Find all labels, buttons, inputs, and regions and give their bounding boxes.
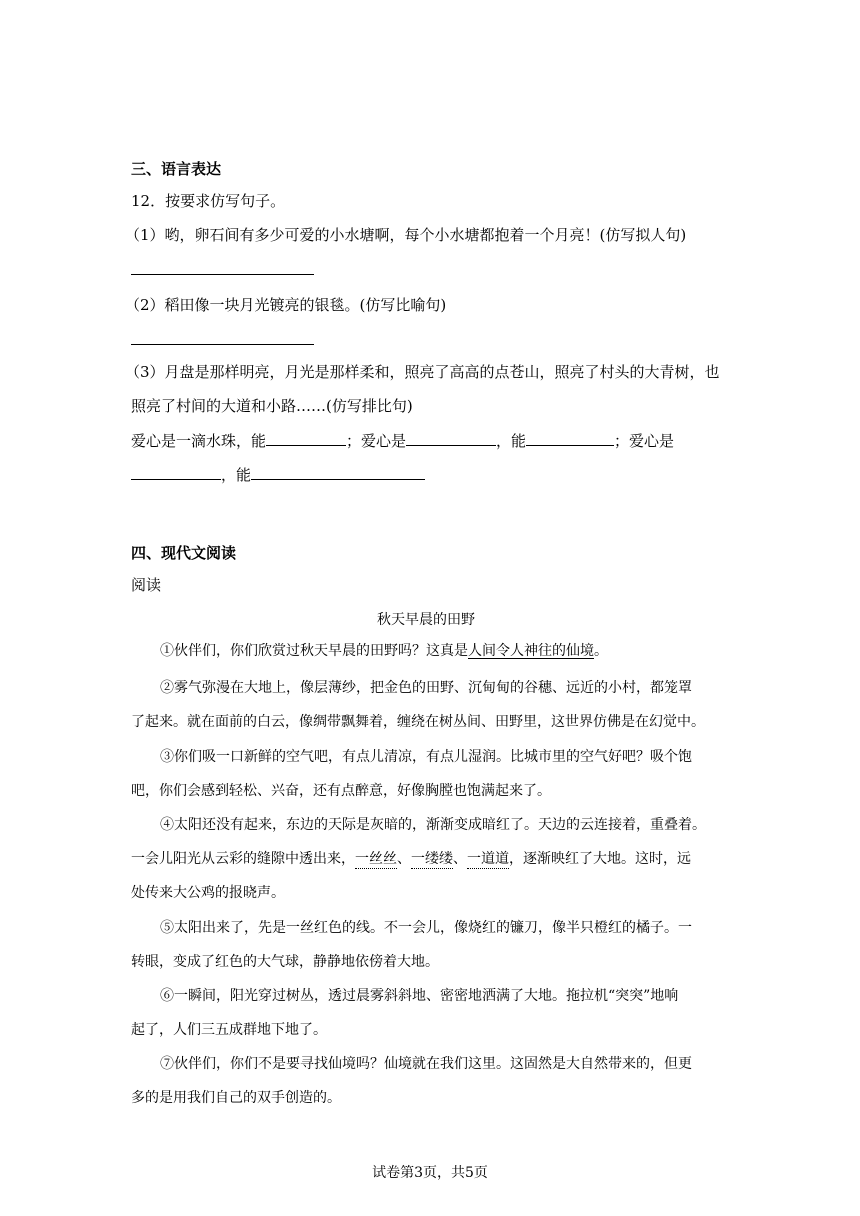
paragraph-7-line2: 多的是用我们自己的双手创造的。 bbox=[131, 1090, 341, 1106]
blank-3[interactable] bbox=[526, 429, 614, 446]
paragraph-3-line1: ③你们吸一口新鲜的空气吧，有点儿清凉，有点儿湿润。比城市里的空气好吧？吸个饱 bbox=[160, 749, 692, 765]
fill-text: ；爱心是 bbox=[346, 432, 407, 450]
passage-title: 秋天早晨的田野 bbox=[377, 612, 475, 628]
fill-text: 爱心是一滴水珠，能 bbox=[131, 432, 267, 450]
prompt-1: （1）哟，卵石间有多少可爱的小水塘啊，每个小水塘都抱着一个月亮！(仿写拟人句) bbox=[125, 226, 687, 244]
question-12: 12．按要求仿写句子。 bbox=[131, 192, 286, 210]
paragraph-4-line1: ④太阳还没有起来，东边的天际是灰暗的，渐渐变成暗红了。天边的云连接着，重叠着。 bbox=[160, 817, 706, 833]
paragraph-7-line1: ⑦伙伴们，你们不是要寻找仙境吗？仙境就在我们这里。这固然是大自然带来的，但更 bbox=[160, 1056, 692, 1072]
answer-line-1[interactable] bbox=[131, 258, 314, 275]
paragraph-5-line1: ⑤太阳出来了，先是一丝红色的线。不一会儿，像烧红的镰刀，像半只橙红的橘子。一 bbox=[160, 920, 692, 936]
blank-2[interactable] bbox=[406, 429, 496, 446]
para-text: ①伙伴们，你们欣赏过秋天早晨的田野吗？这真是 bbox=[160, 643, 468, 659]
paragraph-6-line1: ⑥一瞬间，阳光穿过树丛，透过晨雾斜斜地、密密地洒满了大地。拖拉机“突突”地响 bbox=[160, 988, 679, 1004]
section-heading-4: 四、现代文阅读 bbox=[131, 544, 237, 562]
fill-text: ，能 bbox=[221, 466, 252, 484]
prompt-3-line2: 照亮了村间的大道和小路……(仿写排比句) bbox=[131, 397, 413, 415]
paragraph-2-line1: ②雾气弥漫在大地上，像层薄纱，把金色的田野、沉甸甸的谷穗、远近的小村，都笼罩 bbox=[160, 680, 692, 696]
emphasis-phrase: 一缕缕 bbox=[411, 851, 453, 867]
prompt-3-line1: （3）月盘是那样明亮，月光是那样柔和，照亮了高高的点苍山，照亮了村头的大青树，也 bbox=[125, 363, 720, 381]
paragraph-5-line2: 转眼，变成了红色的大气球，静静地依傍着大地。 bbox=[131, 954, 439, 970]
emphasis-phrase: 一丝丝 bbox=[355, 851, 397, 867]
emphasis-phrase: 一道道 bbox=[467, 851, 509, 867]
paragraph-6-line2: 起了，人们三五成群地下地了。 bbox=[131, 1022, 327, 1038]
fill-line-b bbox=[131, 463, 425, 485]
fill-text: ；爱心是 bbox=[614, 432, 675, 450]
para-text: 。 bbox=[594, 643, 608, 659]
answer-line-2[interactable] bbox=[131, 328, 314, 345]
prompt-2: （2）稻田像一块月光镀亮的银毯。(仿写比喻句) bbox=[125, 296, 447, 314]
para-text: 一会儿阳光从云彩的缝隙中透出来， bbox=[131, 851, 355, 867]
paragraph-4-line3: 处传来大公鸡的报晓声。 bbox=[131, 885, 285, 901]
fill-line-a bbox=[131, 429, 674, 451]
page-footer: 试卷第3页，共5页 bbox=[372, 1165, 488, 1181]
blank-1[interactable] bbox=[266, 429, 346, 446]
para-text: 、 bbox=[453, 851, 467, 867]
paragraph-3-line2: 吧，你们会感到轻松、兴奋，还有点醉意，好像胸膛也饱满起来了。 bbox=[131, 783, 551, 799]
paragraph-4-line2 bbox=[131, 848, 691, 868]
fill-text: ，能 bbox=[496, 432, 527, 450]
para-text: ，逐渐映红了大地。这时，远 bbox=[509, 851, 691, 867]
blank-5[interactable] bbox=[251, 463, 425, 480]
paragraph-2-line2: 了起来。就在面前的白云，像绸带飘舞着，缠绕在树丛间、田野里，这世界仿佛是在幻觉中。 bbox=[131, 714, 705, 730]
section-heading-3: 三、语言表达 bbox=[131, 160, 222, 178]
read-label: 阅读 bbox=[131, 576, 162, 594]
para-text: 、 bbox=[397, 851, 411, 867]
paragraph-1 bbox=[160, 640, 608, 660]
blank-4[interactable] bbox=[131, 463, 221, 480]
underlined-phrase: 人间令人神往的仙境 bbox=[468, 643, 594, 659]
